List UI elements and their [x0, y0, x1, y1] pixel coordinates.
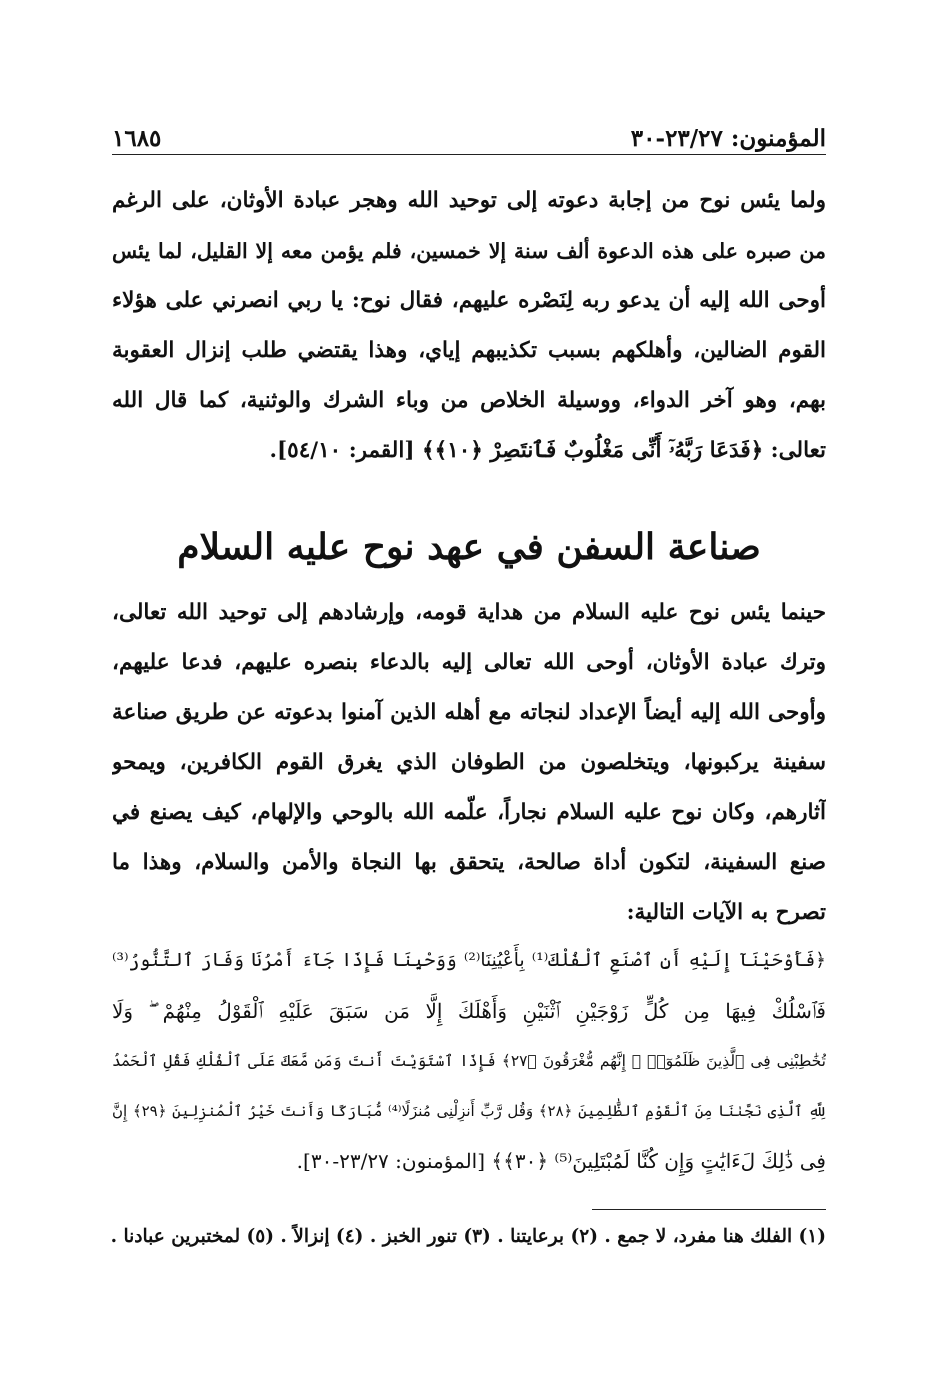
text-line: صنع السفينة، لتكون أداة صالحة، يتحقق بها النجاة والأمن والسلام، وهذا ما: [112, 850, 826, 875]
text-line: أوحى الله إليه أن يدعو ربه لِنَصْره عليهم، فقال نوح: يا ربي انصرني على هؤلاء: [112, 288, 826, 313]
verse-line: ﴿فَأَوْحَيْنَآ إِلَيْهِ أَنِ ٱصْنَعِ ٱلْفُلْكَ⁽¹⁾ بِأَعْيُنِنَا⁽²⁾ وَوَحْيِنَا فَإِذَا جَآءَ أَمْرُنَا وَفَارَ ٱلتَّنُّورُ⁽³⁾: [112, 950, 826, 971]
text-line: حينما يئس نوح عليه السلام من هداية قومه، وإرشادهم إلى توحيد الله تعالى،: [112, 600, 826, 625]
text-line: تصرح به الآيات التالية:: [626, 900, 826, 925]
verse-line: فَٱسْلُكْ فِيهَا مِن كُلٍّ زَوْجَيْنِ ٱثْنَيْنِ وَأَهْلَكَ إِلَّا مَن سَبَقَ عَلَيْهِ ٱلْقَوْلُ مِنْهُمْ ۖ وَلَا: [112, 999, 826, 1023]
text-line: آثارهم، وكان نوح عليه السلام نجاراً، علّمه الله بالوحي والإلهام، كيف يصنع في: [112, 800, 826, 825]
verse-line: فِى ذَٰلِكَ لَءَايَٰتٍ وَإِن كُنَّا لَمُبْتَلِينَ⁽⁵⁾ ﴿٣٠﴾﴾ [المؤمنون: ٢٣/٢٧-٣٠].: [296, 1149, 826, 1173]
section-title: صناعة السفن في عهد نوح عليه السلام: [177, 526, 761, 568]
page-number: ١٦٨٥: [112, 125, 162, 152]
text-line: بهم، وهو آخر الدواء، ووسيلة الخلاص من وباء الشرك والوثنية، كما قال الله: [112, 388, 826, 413]
text-line: وترك عبادة الأوثان، أوحى الله تعالى إليه بالدعاء بنصره عليهم، فدعا عليهم،: [112, 650, 826, 675]
text-line: من صبره على هذه الدعوة ألف سنة إلا خمسين، فلم يؤمن معه إلا القليل، لما يئس: [112, 239, 826, 263]
running-head-surah-reference: المؤمنون: ٢٣/٢٧-٣٠: [630, 125, 826, 152]
section-paragraph: [112, 588, 826, 938]
text-line: تعالى: ﴿فَدَعَا رَبَّهُۥٓ أَنِّى مَغْلُوبٌ فَٱنتَصِرْ ﴿١٠﴾﴾ [القمر: ٥٤/١٠].: [269, 438, 826, 463]
text-line: القوم الضالين، وأهلكهم بسبب تكذيبهم إياي، وهذا يقتضي طلب إنزال العقوبة: [112, 338, 826, 363]
text-line: ولما يئس نوح من إجابة دعوته إلى توحيد الله وهجر عبادة الأوثان، على الرغم: [112, 188, 826, 213]
text-line: سفينة يركبونها، ويتخلصون من الطوفان الذي يغرق القوم الكافرين، ويمحو: [112, 750, 826, 775]
footnote-divider: [592, 1209, 826, 1210]
intro-paragraph: [112, 176, 826, 476]
header-divider: [112, 154, 826, 155]
footnotes: (١) الفلك هنا مفرد، لا جمع . (٢) برعايتنا . (٣) تنور الخبز . (٤) إنزالاً . (٥) لمختبرين عبادنا .: [110, 1226, 826, 1247]
verse-line: لِلَّهِ ٱلَّذِى نَجَّىٰنَا مِنَ ٱلْقَوْمِ ٱلظَّٰلِمِينَ ﴿٢٨﴾ وَقُل رَّبِّ أَنزِلْنِى مُنزَلًا⁽⁴⁾ مُّبَارَكًا وَأَنتَ خَيْرُ ٱلْمُنزِلِينَ ﴿٢٩﴾ إِنَّ: [112, 1102, 826, 1120]
verse-line: تُخَٰطِبْنِى فِى ٱلَّذِينَ ظَلَمُوٓا۟ ۖ إِنَّهُم مُّغْرَقُونَ ﴿٢٧﴾ فَإِذَا ٱسْتَوَيْتَ أَنتَ وَمَن مَّعَكَ عَلَى ٱلْفُلْكِ فَقُلِ ٱلْحَمْدُ: [112, 1052, 826, 1070]
quran-verse-block: [112, 936, 826, 1186]
text-line: وأوحى الله إليه أيضاً الإعداد لنجاته مع أهله الذين آمنوا بدعوته عن طريق صناعة: [112, 700, 826, 725]
page-header: [112, 112, 826, 152]
